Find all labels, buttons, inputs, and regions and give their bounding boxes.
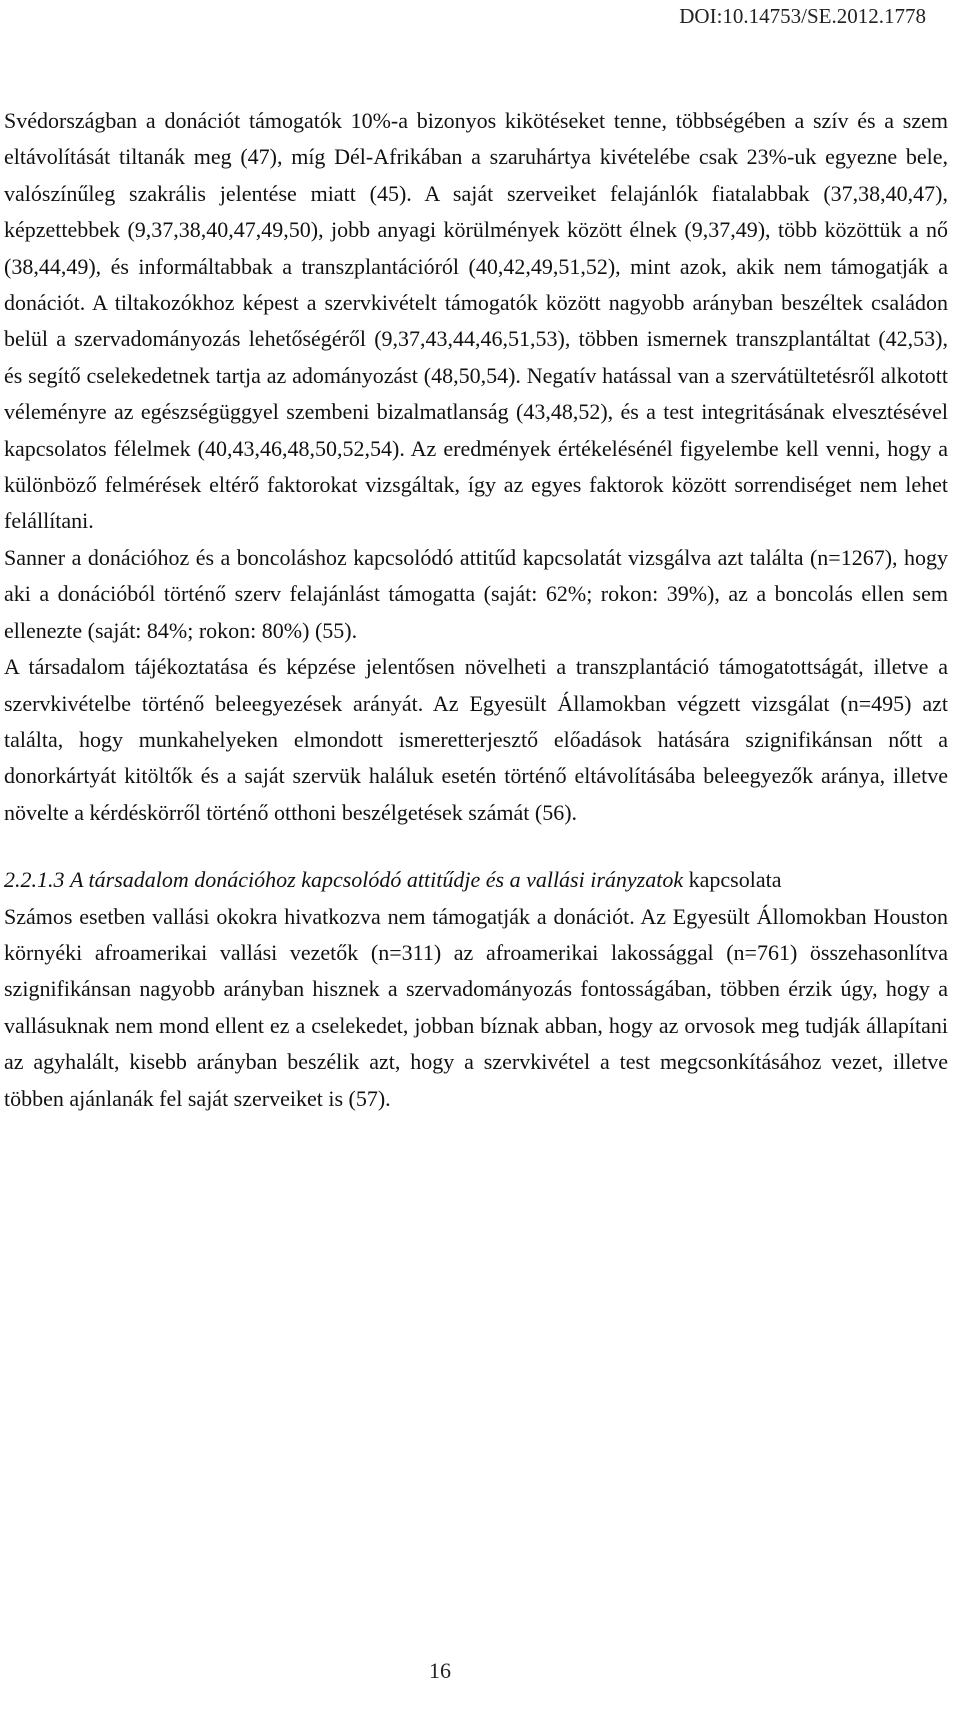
doi-header: DOI:10.14753/SE.2012.1778 xyxy=(679,4,926,28)
section-title: A társadalom donációhoz kapcsolódó attitűdje és a vallási irányzatok xyxy=(70,867,684,893)
paragraph-public-education: A társadalom tájékoztatása és képzése jelentősen növelheti a transzplantáció támogatottságát, illetve a szervkivételbe történő beleegyezések arányát. Az Egyesült Államokban végzett vizsgálat (n=495) azt találta, hogy munkahelyeken elmondott ismeretterjesztő előadások hatására szignifikánsan nőtt a donorkártyát kitöltők és a saját szervük haláluk esetén történő eltávolításába beleegyezők aránya, illetve növelte a kérdéskörről történő otthoni beszélgetések számát (56). xyxy=(4,654,948,825)
section-number: 2.2.1.3 xyxy=(4,867,65,893)
section-heading xyxy=(4,862,948,898)
page-number: 16 xyxy=(429,1658,451,1683)
paragraph-sanner-study: Sanner a donációhoz és a boncoláshoz kapcsolódó attitűd kapcsolatát vizsgálva azt találta (n=1267), hogy aki a donációból történő szerv felajánlást támogatta (saját: 62%; rokon: 39%), az a boncolás ellen sem ellenezte (saját: 84%; rokon: 80%) (55). xyxy=(4,544,948,643)
section-title-continuation: kapcsolata xyxy=(688,867,782,893)
paragraph-religious-attitudes: Számos esetben vallási okokra hivatkozva nem támogatják a donációt. Az Egyesült Állomokban Houston környéki afroamerikai vallási vezetők (n=311) az afroamerikai lakossággal (n=761) összehasonlítva szignifikánsan nagyobb arányban hisznek a szervadományozás fontosságában, többen érzik úgy, hogy a vallásuknak nem mond ellent ez a cselekedet, jobban bíznak abban, hogy az orvosok meg tudják állapítani az agyhalált, kisebb arányban beszélik azt, hogy a szervkivétel a test megcsonkításához vezet, illetve többen ajánlanák fel saját szerveiket is (57). xyxy=(4,903,948,1111)
section-spacer xyxy=(4,831,948,862)
paragraph-donation-factors: Svédországban a donációt támogatók 10%-a bizonyos kikötéseket tenne, többségében a szív és a szem eltávolítását tiltanák meg (47), míg Dél-Afrikában a szaruhártya kivételébe csak 23%-uk egyezne bele, valószínűleg szakrális jelentése miatt (45). A saját szerveiket felajánlók fiatalabbak (37,38,40,47), képzettebbek (9,37,38,40,47,49,50), jobb anyagi körülmények között élnek (9,37,49), több közöttük a nő (38,44,49), és informáltabbak a transzplantációról (40,42,49,51,52), mint azok, akik nem támogatják a donációt. A tiltakozókhoz képest a szervkivételt támogatók között nagyobb arányban beszéltek családon belül a szervadományozás lehetőségéről (9,37,43,44,46,51,53), többen ismernek transzplantáltat (42,53), és segítő cselekedetnek tartja az adományozást (48,50,54). Negatív hatással van a szervátültetésről alkotott véleményre az egészségüggyel szembeni bizalmatlanság (43,48,52), és a test integritásának elvesztésével kapcsolatos félelmek (40,43,46,48,50,52,54). Az eredmények értékelésénél figyelembe kell venni, hogy a különböző felmérések eltérő faktorokat vizsgáltak, így az egyes faktorok között sorrendiséget nem lehet felállítani. xyxy=(4,108,948,534)
body-text xyxy=(4,103,948,1117)
